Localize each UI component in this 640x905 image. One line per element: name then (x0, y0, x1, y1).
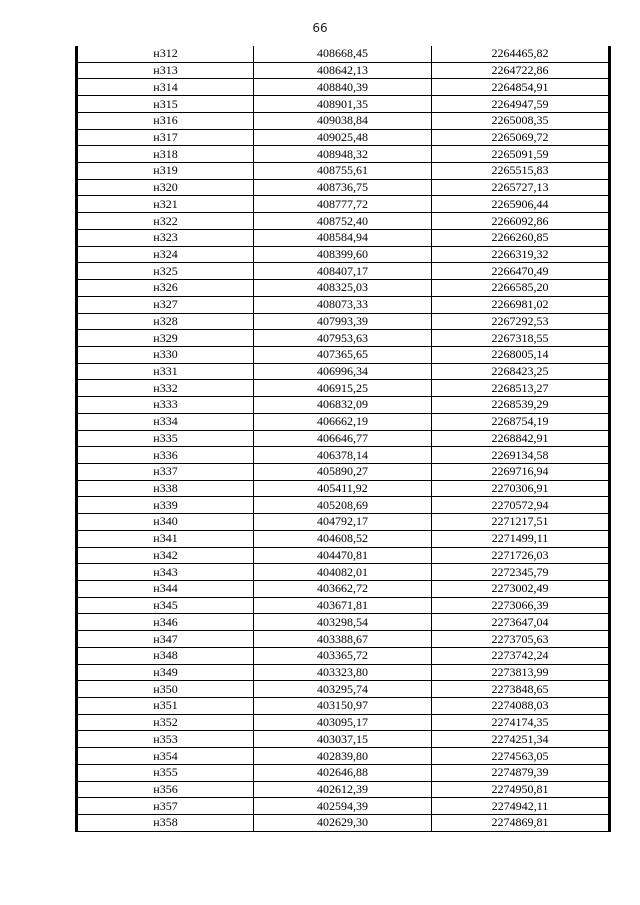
table-row (77, 698, 610, 715)
table-row (77, 313, 610, 330)
table-row (77, 581, 610, 598)
x-coordinate-cell: 408584,94 (254, 229, 432, 246)
point-id-cell: н316 (77, 112, 254, 129)
y-coordinate-cell: 2268539,29 (432, 397, 610, 414)
y-coordinate-cell: 2265906,44 (432, 196, 610, 213)
table-row (77, 664, 610, 681)
y-coordinate-cell: 2273742,24 (432, 647, 610, 664)
x-coordinate-cell: 403295,74 (254, 681, 432, 698)
point-id-cell: н353 (77, 731, 254, 748)
y-coordinate-cell: 2270572,94 (432, 497, 610, 514)
y-coordinate-cell: 2264947,59 (432, 96, 610, 113)
x-coordinate-cell: 407953,63 (254, 330, 432, 347)
x-coordinate-cell: 405411,92 (254, 480, 432, 497)
y-coordinate-cell: 2267318,55 (432, 330, 610, 347)
x-coordinate-cell: 408840,39 (254, 79, 432, 96)
x-coordinate-cell: 404608,52 (254, 530, 432, 547)
y-coordinate-cell: 2264854,91 (432, 79, 610, 96)
point-id-cell: н354 (77, 748, 254, 765)
x-coordinate-cell: 406662,19 (254, 413, 432, 430)
x-coordinate-cell: 402839,80 (254, 748, 432, 765)
y-coordinate-cell: 2269716,94 (432, 463, 610, 480)
y-coordinate-cell: 2274174,35 (432, 714, 610, 731)
point-id-cell: н328 (77, 313, 254, 330)
y-coordinate-cell: 2273002,49 (432, 581, 610, 598)
y-coordinate-cell: 2274563,05 (432, 748, 610, 765)
x-coordinate-cell: 408736,75 (254, 179, 432, 196)
y-coordinate-cell: 2273813,99 (432, 664, 610, 681)
x-coordinate-cell: 406915,25 (254, 380, 432, 397)
x-coordinate-cell: 405208,69 (254, 497, 432, 514)
y-coordinate-cell: 2265515,83 (432, 163, 610, 180)
coordinates-table (75, 46, 611, 832)
x-coordinate-cell: 407365,65 (254, 346, 432, 363)
table-row (77, 530, 610, 547)
table-row (77, 781, 610, 798)
table-row (77, 296, 610, 313)
point-id-cell: н339 (77, 497, 254, 514)
x-coordinate-cell: 403298,54 (254, 614, 432, 631)
table-row (77, 463, 610, 480)
x-coordinate-cell: 408777,72 (254, 196, 432, 213)
table-row (77, 263, 610, 280)
table-row (77, 514, 610, 531)
y-coordinate-cell: 2266260,85 (432, 229, 610, 246)
table-row (77, 346, 610, 363)
y-coordinate-cell: 2265091,59 (432, 146, 610, 163)
x-coordinate-cell: 408325,03 (254, 280, 432, 297)
x-coordinate-cell: 405890,27 (254, 463, 432, 480)
y-coordinate-cell: 2274942,11 (432, 798, 610, 815)
x-coordinate-cell: 406378,14 (254, 447, 432, 464)
y-coordinate-cell: 2266092,86 (432, 213, 610, 230)
y-coordinate-cell: 2274879,39 (432, 764, 610, 781)
table-row (77, 798, 610, 815)
table-row (77, 112, 610, 129)
table-row (77, 46, 610, 62)
x-coordinate-cell: 408755,61 (254, 163, 432, 180)
y-coordinate-cell: 2267292,53 (432, 313, 610, 330)
table-row (77, 229, 610, 246)
table-row (77, 430, 610, 447)
y-coordinate-cell: 2270306,91 (432, 480, 610, 497)
table-row (77, 246, 610, 263)
y-coordinate-cell: 2266585,20 (432, 280, 610, 297)
point-id-cell: н337 (77, 463, 254, 480)
point-id-cell: н314 (77, 79, 254, 96)
y-coordinate-cell: 2265727,13 (432, 179, 610, 196)
y-coordinate-cell: 2274088,03 (432, 698, 610, 715)
y-coordinate-cell: 2273066,39 (432, 597, 610, 614)
x-coordinate-cell: 403095,17 (254, 714, 432, 731)
table-row (77, 497, 610, 514)
point-id-cell: н319 (77, 163, 254, 180)
point-id-cell: н327 (77, 296, 254, 313)
table-row (77, 363, 610, 380)
point-id-cell: н320 (77, 179, 254, 196)
x-coordinate-cell: 402629,30 (254, 815, 432, 832)
table-row (77, 480, 610, 497)
x-coordinate-cell: 403388,67 (254, 631, 432, 648)
table-row (77, 79, 610, 96)
point-id-cell: н342 (77, 547, 254, 564)
x-coordinate-cell: 403671,81 (254, 597, 432, 614)
table-row (77, 213, 610, 230)
table-row (77, 681, 610, 698)
y-coordinate-cell: 2268005,14 (432, 346, 610, 363)
point-id-cell: н351 (77, 698, 254, 715)
x-coordinate-cell: 404082,01 (254, 564, 432, 581)
point-id-cell: н349 (77, 664, 254, 681)
point-id-cell: н330 (77, 346, 254, 363)
x-coordinate-cell: 407993,39 (254, 313, 432, 330)
point-id-cell: н334 (77, 413, 254, 430)
point-id-cell: н350 (77, 681, 254, 698)
y-coordinate-cell: 2271217,51 (432, 514, 610, 531)
x-coordinate-cell: 403323,80 (254, 664, 432, 681)
point-id-cell: н344 (77, 581, 254, 598)
y-coordinate-cell: 2273647,04 (432, 614, 610, 631)
table-row (77, 447, 610, 464)
table-row (77, 330, 610, 347)
y-coordinate-cell: 2271726,03 (432, 547, 610, 564)
table-row (77, 146, 610, 163)
x-coordinate-cell: 408407,17 (254, 263, 432, 280)
table-row (77, 631, 610, 648)
table-row (77, 397, 610, 414)
point-id-cell: н321 (77, 196, 254, 213)
table-row (77, 380, 610, 397)
x-coordinate-cell: 408399,60 (254, 246, 432, 263)
point-id-cell: н348 (77, 647, 254, 664)
point-id-cell: н347 (77, 631, 254, 648)
point-id-cell: н331 (77, 363, 254, 380)
x-coordinate-cell: 408752,40 (254, 213, 432, 230)
y-coordinate-cell: 2268423,25 (432, 363, 610, 380)
x-coordinate-cell: 408948,32 (254, 146, 432, 163)
table-row (77, 179, 610, 196)
point-id-cell: н341 (77, 530, 254, 547)
table-row (77, 163, 610, 180)
x-coordinate-cell: 403037,15 (254, 731, 432, 748)
x-coordinate-cell: 403365,72 (254, 647, 432, 664)
table-row (77, 413, 610, 430)
y-coordinate-cell: 2273705,63 (432, 631, 610, 648)
point-id-cell: н324 (77, 246, 254, 263)
x-coordinate-cell: 406996,34 (254, 363, 432, 380)
point-id-cell: н338 (77, 480, 254, 497)
x-coordinate-cell: 408901,35 (254, 96, 432, 113)
x-coordinate-cell: 406832,09 (254, 397, 432, 414)
x-coordinate-cell: 404792,17 (254, 514, 432, 531)
x-coordinate-cell: 408668,45 (254, 46, 432, 62)
point-id-cell: н356 (77, 781, 254, 798)
coordinates-table-body (77, 46, 610, 831)
point-id-cell: н317 (77, 129, 254, 146)
y-coordinate-cell: 2264722,86 (432, 62, 610, 79)
point-id-cell: н329 (77, 330, 254, 347)
table-row (77, 764, 610, 781)
x-coordinate-cell: 402594,39 (254, 798, 432, 815)
point-id-cell: н336 (77, 447, 254, 464)
point-id-cell: н352 (77, 714, 254, 731)
x-coordinate-cell: 408642,13 (254, 62, 432, 79)
x-coordinate-cell: 409038,84 (254, 112, 432, 129)
point-id-cell: н333 (77, 397, 254, 414)
y-coordinate-cell: 2264465,82 (432, 46, 610, 62)
table-row (77, 196, 610, 213)
table-row (77, 280, 610, 297)
point-id-cell: н340 (77, 514, 254, 531)
table-row (77, 597, 610, 614)
y-coordinate-cell: 2269134,58 (432, 447, 610, 464)
point-id-cell: н315 (77, 96, 254, 113)
point-id-cell: н318 (77, 146, 254, 163)
y-coordinate-cell: 2268842,91 (432, 430, 610, 447)
y-coordinate-cell: 2268513,27 (432, 380, 610, 397)
y-coordinate-cell: 2265008,35 (432, 112, 610, 129)
point-id-cell: н325 (77, 263, 254, 280)
y-coordinate-cell: 2272345,79 (432, 564, 610, 581)
y-coordinate-cell: 2266981,02 (432, 296, 610, 313)
y-coordinate-cell: 2266470,49 (432, 263, 610, 280)
point-id-cell: н345 (77, 597, 254, 614)
table-row (77, 129, 610, 146)
x-coordinate-cell: 404470,81 (254, 547, 432, 564)
x-coordinate-cell: 409025,48 (254, 129, 432, 146)
point-id-cell: н312 (77, 46, 254, 62)
y-coordinate-cell: 2266319,32 (432, 246, 610, 263)
table-row (77, 62, 610, 79)
point-id-cell: н335 (77, 430, 254, 447)
x-coordinate-cell: 408073,33 (254, 296, 432, 313)
table-row (77, 614, 610, 631)
x-coordinate-cell: 403150,97 (254, 698, 432, 715)
x-coordinate-cell: 402646,88 (254, 764, 432, 781)
y-coordinate-cell: 2265069,72 (432, 129, 610, 146)
x-coordinate-cell: 406646,77 (254, 430, 432, 447)
y-coordinate-cell: 2268754,19 (432, 413, 610, 430)
point-id-cell: н346 (77, 614, 254, 631)
point-id-cell: н326 (77, 280, 254, 297)
y-coordinate-cell: 2274950,81 (432, 781, 610, 798)
point-id-cell: н357 (77, 798, 254, 815)
y-coordinate-cell: 2274251,34 (432, 731, 610, 748)
table-row (77, 748, 610, 765)
table-row (77, 564, 610, 581)
y-coordinate-cell: 2273848,65 (432, 681, 610, 698)
point-id-cell: н343 (77, 564, 254, 581)
x-coordinate-cell: 403662,72 (254, 581, 432, 598)
table-row (77, 815, 610, 832)
point-id-cell: н313 (77, 62, 254, 79)
y-coordinate-cell: 2271499,11 (432, 530, 610, 547)
table-row (77, 547, 610, 564)
page-number: 66 (312, 21, 328, 35)
table-row (77, 96, 610, 113)
x-coordinate-cell: 402612,39 (254, 781, 432, 798)
point-id-cell: н358 (77, 815, 254, 832)
table-row (77, 714, 610, 731)
point-id-cell: н322 (77, 213, 254, 230)
point-id-cell: н332 (77, 380, 254, 397)
table-row (77, 647, 610, 664)
table-row (77, 731, 610, 748)
point-id-cell: н355 (77, 764, 254, 781)
point-id-cell: н323 (77, 229, 254, 246)
y-coordinate-cell: 2274869,81 (432, 815, 610, 832)
